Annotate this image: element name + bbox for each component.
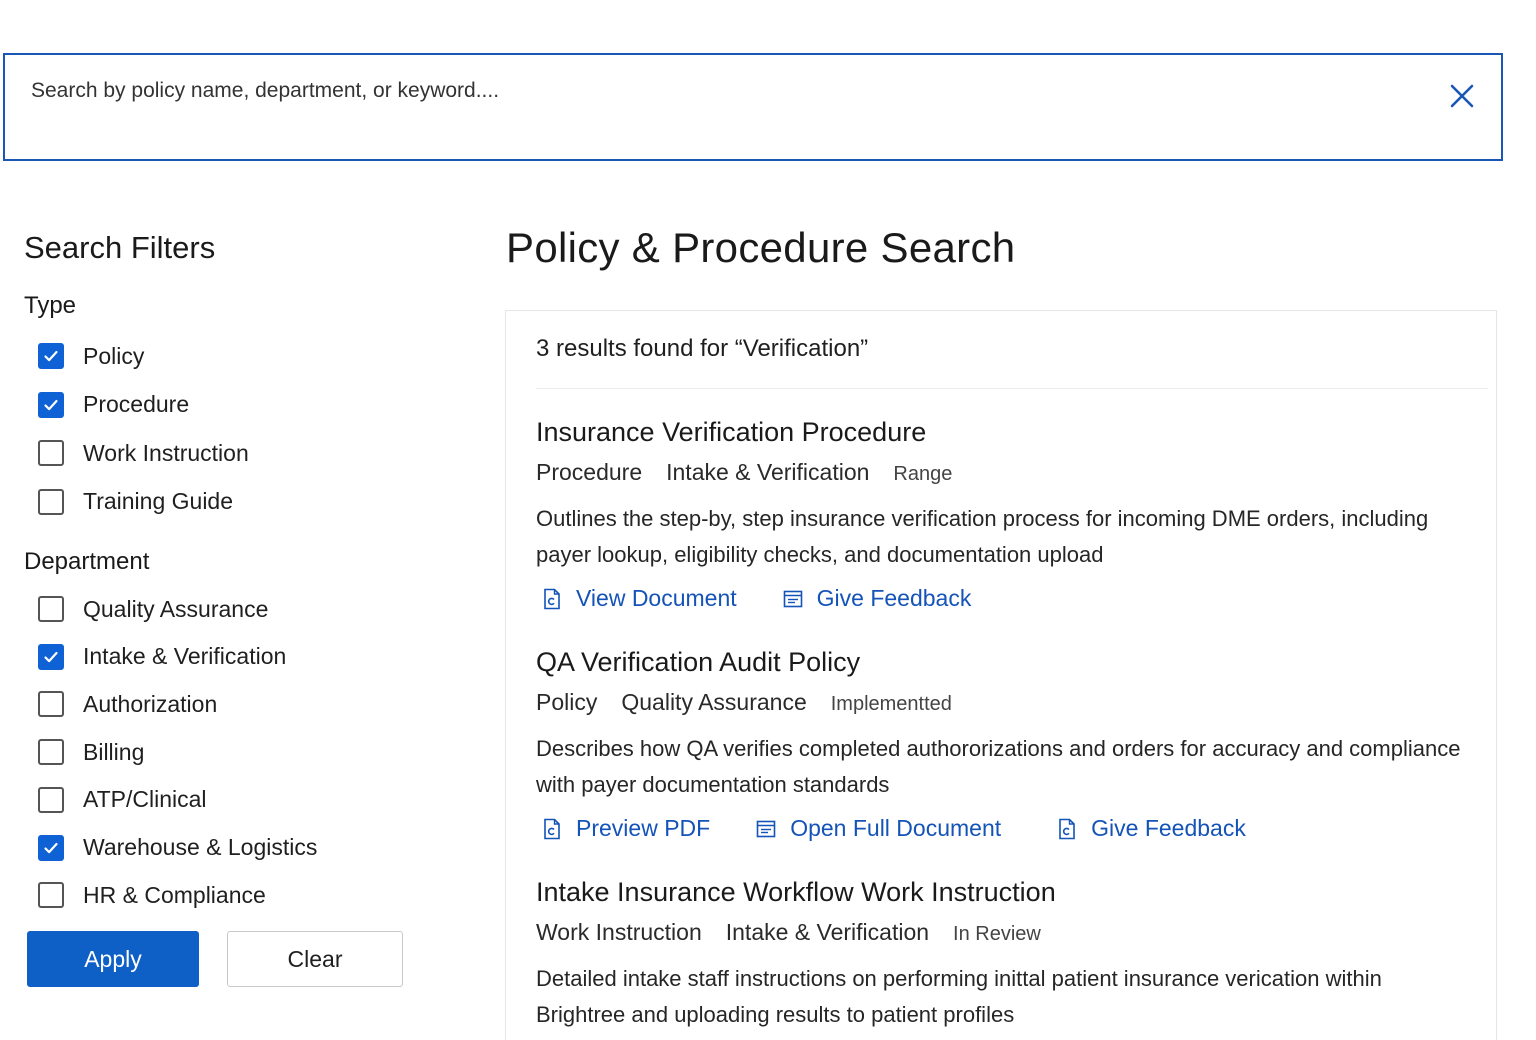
result-meta [536, 689, 952, 716]
filter-option-label: Procedure [83, 391, 190, 417]
filter-option-label: Billing [83, 738, 145, 765]
filter-option[interactable] [38, 736, 144, 768]
type-group-title: Type [24, 292, 77, 319]
filter-option[interactable] [38, 593, 268, 625]
filter-option[interactable] [38, 340, 144, 372]
filter-option-label: Quality Assurance [83, 595, 269, 622]
give-feedback-link[interactable] [1057, 815, 1246, 842]
result-description: Describes how QA verifies completed authororizations and orders for accuracy and compliance with payer documentation standards [536, 736, 1461, 797]
result-description: Outlines the step-by, step insurance verification process for incoming DME orders, including payer lookup, eligibility checks, and documentation upload [536, 506, 1429, 567]
filter-option-label: HR & Compliance [83, 881, 266, 908]
results-count: 3 results found for “Verification” [536, 335, 869, 362]
checkmark-icon [42, 648, 60, 666]
result-type: Policy [536, 689, 598, 715]
result-title[interactable]: QA Verification Audit Policy [536, 647, 861, 677]
checkbox[interactable] [38, 787, 64, 813]
result-meta [536, 919, 1041, 946]
checkbox[interactable] [38, 882, 64, 908]
filter-option[interactable] [38, 879, 266, 911]
open-document-icon [756, 818, 776, 840]
search-bar [3, 53, 1503, 161]
action-label: View Document [576, 585, 737, 611]
filters-title: Search Filters [24, 230, 216, 265]
filter-option[interactable] [38, 784, 207, 816]
result-title[interactable]: Insurance Verification Procedure [536, 417, 927, 447]
checkmark-icon [42, 396, 60, 414]
filter-option-label: Training Guide [83, 488, 234, 514]
apply-button[interactable]: Apply [27, 931, 199, 987]
filter-option-label: Authorization [83, 690, 218, 717]
filter-option[interactable] [38, 641, 286, 673]
checkbox[interactable] [38, 691, 64, 717]
checkbox[interactable] [38, 489, 64, 515]
checkbox[interactable] [38, 596, 64, 622]
result-status: Implementted [830, 693, 952, 715]
action-label: Open Full Document [790, 815, 1002, 841]
action-label: Give Feedback [816, 585, 972, 611]
document-icon [542, 588, 562, 610]
feedback-icon [783, 588, 803, 610]
filter-option[interactable] [38, 486, 233, 518]
clear-button[interactable]: Clear [227, 931, 403, 987]
filter-option-label: Intake & Verification [83, 643, 287, 670]
result-status: In Review [953, 923, 1041, 945]
open-full-document-link[interactable] [756, 815, 1001, 842]
result-status: Range [893, 463, 953, 485]
result-type: Work Instruction [536, 919, 702, 945]
filter-option-label: Policy [83, 342, 145, 369]
action-label: Give Feedback [1091, 815, 1246, 841]
checkmark-icon [42, 347, 60, 365]
result-department: Quality Assurance [621, 689, 807, 715]
checkbox[interactable] [38, 739, 64, 765]
filter-option[interactable] [38, 389, 189, 421]
filter-option[interactable] [38, 688, 217, 720]
result-actions [542, 585, 1017, 612]
result-title[interactable]: Intake Insurance Workflow Work Instruction [536, 877, 1056, 907]
give-feedback-link[interactable] [783, 585, 972, 612]
checkbox-checked[interactable] [38, 392, 64, 418]
filter-option[interactable] [38, 832, 317, 864]
pdf-icon [542, 818, 562, 840]
checkbox-checked[interactable] [38, 343, 64, 369]
clear-search-icon[interactable] [1443, 77, 1483, 117]
department-group-title: Department [24, 548, 150, 575]
result-actions [542, 815, 1292, 842]
result-department: Intake & Verification [725, 919, 930, 945]
page-title: Policy & Procedure Search [506, 224, 1016, 271]
feedback-icon [1057, 818, 1077, 840]
checkbox[interactable] [38, 440, 64, 466]
result-department: Intake & Verification [666, 459, 870, 485]
search-input[interactable] [31, 73, 551, 145]
checkbox-checked[interactable] [38, 644, 64, 670]
checkmark-icon [42, 839, 60, 857]
filter-option-label: Work Instruction [83, 439, 249, 466]
filter-option[interactable] [38, 437, 249, 469]
results-divider [536, 388, 1488, 389]
action-label: Preview PDF [576, 815, 711, 841]
result-description: Detailed intake staff instructions on performing inittal patient insurance verication within Brightree and uploading results to patient profiles [536, 966, 1382, 1027]
filter-option-label: Warehouse & Logistics [83, 834, 318, 860]
checkbox-checked[interactable] [38, 835, 64, 861]
results-panel [505, 310, 1497, 1040]
view-document-link[interactable] [542, 585, 737, 612]
result-type: Procedure [536, 459, 643, 485]
preview-pdf-link[interactable] [542, 815, 710, 842]
filter-option-label: ATP/Clinical [83, 786, 207, 813]
result-meta [536, 459, 952, 486]
